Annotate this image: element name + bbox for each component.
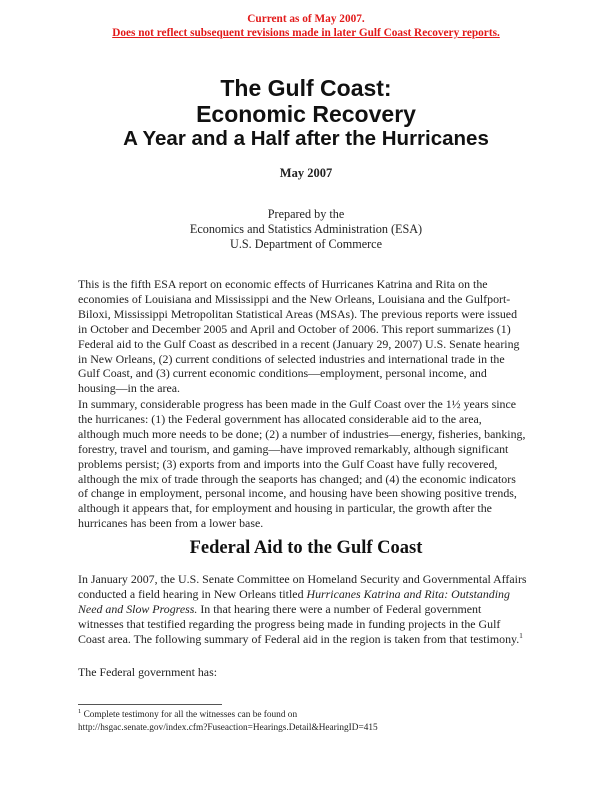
line-text: Coast area. The following summary of Federal aid in the region is taken from that testimony.	[78, 631, 520, 646]
footnote-reference[interactable]: 1	[519, 630, 523, 640]
paragraph-line: In January 2007, the U.S. Senate Committee on Homeland Security and Governmental Affairs	[78, 572, 527, 586]
paragraph-line: although the mix of trade through the seaports has changed; and (4) the economic indicators	[78, 471, 516, 486]
paragraph-line	[78, 632, 548, 647]
paragraph-line: in New Orleans, (2) current conditions of selected industries and international trade in the	[78, 351, 505, 366]
department-name: U.S. Department of Commerce	[230, 237, 382, 251]
paragraph-line: hurricanes has been from a lower base.	[78, 516, 264, 531]
paragraph-line: problems persist; (3) exports from and imports into the Gulf Coast have fully recovered,	[78, 456, 498, 471]
paragraph-line: the hurricanes: (1) the Federal government has allocated considerable aid to the area,	[78, 411, 482, 426]
line-text: In that hearing there were a number of Federal government	[197, 601, 482, 616]
currency-notice: Current as of May 2007.	[247, 13, 365, 25]
paragraph-line: although it appears that, for employment and housing in particular, the growth after the	[78, 501, 492, 516]
section-heading: Federal Aid to the Gulf Coast	[189, 538, 423, 558]
footnote	[78, 709, 548, 734]
report-date: May 2007	[279, 166, 333, 180]
title-line-1: The Gulf Coast:	[220, 75, 392, 101]
paragraph-line: Gulf Coast, and (3) current economic conditions—employment, personal income, and	[78, 366, 487, 381]
paragraph-line: forestry, travel and tourism, and gaming—have improved remarkably, although significant	[78, 441, 509, 456]
paragraph-line	[78, 587, 548, 602]
paragraph-line	[78, 602, 548, 617]
paragraph-line: in October and December 2005 and April and October of 2006. This report summarizes (1)	[78, 321, 511, 336]
paragraph-line: In summary, considerable progress has been made in the Gulf Coast over the 1½ years since	[78, 397, 517, 411]
title-line-3: A Year and a Half after the Hurricanes	[123, 127, 489, 150]
paragraph-line: This is the fifth ESA report on economic effects of Hurricanes Katrina and Rita on the	[78, 277, 488, 291]
paragraph-line: witnesses that testified regarding the progress being made in funding projects in the Gulf	[78, 616, 501, 631]
hearing-title-italic: Hurricanes Katrina and Rita: Outstanding	[306, 586, 510, 601]
paragraph-line: Federal aid to the Gulf Coast as described in a recent (January 29, 2007) U.S. Senate hearing	[78, 336, 520, 351]
paragraph-line: Biloxi, Mississippi Metropolitan Statistical Areas (MSAs). The previous reports were issued	[78, 306, 518, 321]
footnote-divider	[78, 704, 222, 705]
hearing-title-italic: Need and Slow Progress.	[78, 601, 198, 616]
footnote-url[interactable]: http://hsgac.senate.gov/index.cfm?Fuseaction=Hearings.Detail&HearingID=415	[78, 722, 378, 733]
revision-notice: Does not reflect subsequent revisions made in later Gulf Coast Recovery reports.	[112, 27, 500, 39]
federal-list-intro: The Federal government has:	[78, 665, 218, 679]
line-text: conducted a field hearing in New Orleans titled	[78, 586, 307, 601]
hearing-paragraph	[78, 572, 548, 647]
paragraph-line: economies of Louisiana and Mississippi and the New Orleans, Louisiana and the Gulfport-	[78, 291, 511, 306]
title-line-2: Economic Recovery	[196, 101, 416, 127]
summary-paragraph	[78, 397, 548, 531]
footnote-text: Complete testimony for all the witnesses can be found on	[81, 710, 298, 720]
intro-paragraph	[78, 277, 548, 396]
agency-name: Economics and Statistics Administration (ESA)	[189, 222, 423, 236]
paragraph-line: although much more needs to be done; (2) a number of industries—energy, fisheries, banking,	[78, 426, 526, 441]
paragraph-line: housing—in the area.	[78, 381, 181, 396]
paragraph-line: of change in employment, personal income, and housing have been showing positive trends,	[78, 486, 517, 501]
footnote-line	[78, 709, 548, 722]
footnote-mark: 1	[78, 707, 82, 715]
prepared-by-line: Prepared by the	[267, 207, 345, 221]
